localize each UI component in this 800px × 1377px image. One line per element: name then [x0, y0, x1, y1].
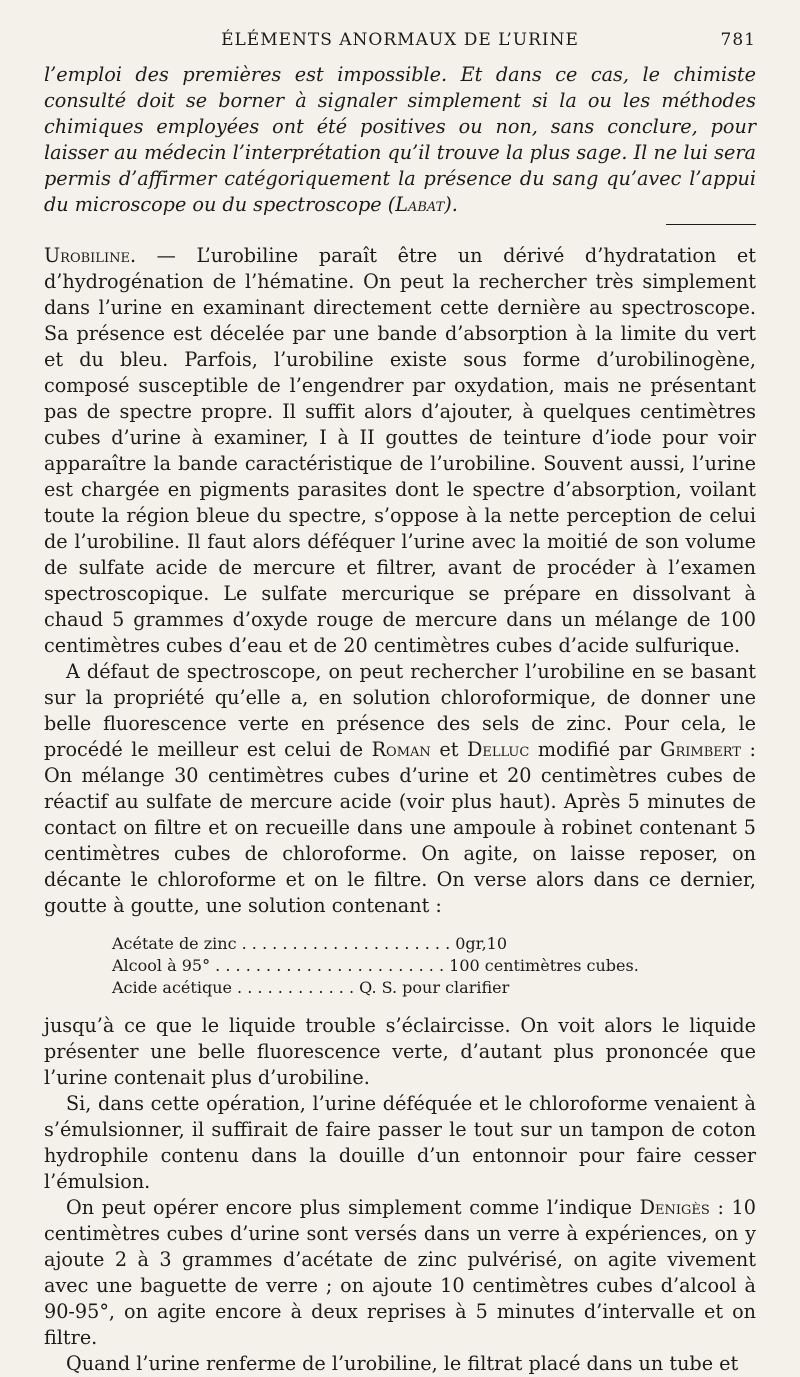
intro-author: Labat [395, 193, 445, 216]
recipe-quantity: Q. S. pour clarifier [359, 978, 510, 997]
recipe-row [112, 977, 756, 999]
deniges-text-b: : 10 centimètres cubes d’urine sont versés dans un verre à expériences, on y ajoute 2 à 3 grammes d’acétate de zinc pulvérisé, on agite vivement avec une baguette de verre ; on ajoute 10 centimètres cubes d’alcool à 90-95°, on agite encore à deux reprises à 5 minutes d’intervalle et on filtre. [44, 1196, 756, 1349]
author-delluc: Delluc [466, 738, 530, 761]
section-gap [44, 225, 756, 243]
author-grimbert: Grimbert [660, 738, 741, 761]
header-title: ÉLÉMENTS ANORMAUX DE L’URINE [221, 30, 579, 50]
intro-close: ). [444, 193, 458, 216]
urobiline-paragraph [44, 243, 756, 659]
recipe-table [112, 933, 756, 999]
running-header [44, 30, 756, 54]
zinc-text-a: A défaut de spectroscope, on peut rechercher l’urobiline en se basant sur la propriété qu’elle a, en solution chloroformique, de donner une belle fluorescence verte en présence des sels de zinc. Pour cela, le procédé le meilleur est celui de [44, 660, 756, 761]
recipe-leader: . . . . . . . . . . . . . . . . . . . . . [236, 934, 456, 953]
recipe-leader: . . . . . . . . . . . . [231, 978, 360, 997]
recipe-leader: . . . . . . . . . . . . . . . . . . . . . . . [210, 956, 450, 975]
zinc-text-d: : On mélange 30 centimètres cubes d’urine et 20 centimètres cubes de réactif au sulfate de mercure acide (voir plus haut). Après 5 minutes de contact on filtre et on recueille dans une ampoule à robinet contenant 5 centimètres cubes de chloroforme. On agite, on laisse reposer, on décante le chloroforme et on le filtre. On verse alors dans ce dernier, goutte à goutte, une solution contenant : [44, 738, 756, 917]
recipe-item: Acétate de zinc [112, 934, 237, 953]
recipe-item: Acide acétique [112, 978, 232, 997]
recipe-row [112, 955, 756, 977]
page-number: 781 [720, 30, 756, 50]
zinc-method-paragraph [44, 659, 756, 919]
intro-text: l’emploi des premières est impossible. Et dans ce cas, le chimiste consulté doit se borner à signaler simplement si la ou les méthodes chimiques employées ont été positives ou non, sans conclure, pour laisser au médecin l’interprétation qu’il trouve la plus sage. Il ne lui sera permis d’affirmer catégoriquement la présence du sang qu’avec l’appui du microscope ou du spectroscope ( [44, 63, 756, 216]
recipe-row [112, 933, 756, 955]
deniges-paragraph [44, 1195, 756, 1351]
recipe-quantity: 100 centimètres cubes. [449, 956, 639, 975]
emulsion-paragraph: Si, dans cette opération, l’urine déféquée et le chloroforme venaient à s’émulsionner, il suffirait de faire passer le tout sur un tampon de coton hydrophile contenu dans la douille d’un entonnoir pour faire cesser l’émulsion. [44, 1092, 756, 1193]
author-deniges: Denigès [639, 1196, 710, 1219]
deniges-text-a: On peut opérer encore plus simplement comme l’indique [66, 1196, 640, 1219]
zinc-text-b: et [430, 738, 467, 761]
recipe-quantity: 0gr,10 [455, 934, 508, 953]
fluorescence-paragraph: jusqu’à ce que le liquide trouble s’éclaircisse. On voit alors le liquide présenter une belle fluorescence verte, d’autant plus prononcée que l’urine contenait plus d’urobiline. [44, 1014, 756, 1089]
urobiline-text: — L’urobiline paraît être un dérivé d’hydratation et d’hydrogénation de l’hématine. On peut la rechercher très simplement dans l’urine en examinant directement cette dernière au spectroscope. Sa présence est décelée par une bande d’absorption à la limite du vert et du bleu. Parfois, l’urobiline existe sous forme d’urobilinogène, composé susceptible de l’engendrer par oxydation, mais ne présentant pas de spectre propre. Il suffit alors d’ajouter, à quelques centimètres cubes d’urine à examiner, I à II gouttes de teinture d’iode pour voir apparaître la bande caractéristique de l’urobiline. Souvent aussi, l’urine est chargée en pigments parasites dont le spectre d’absorption, voilant toute la région bleue du spectre, s’oppose à la nette perception de celui de l’urobiline. Il faut alors déféquer l’urine avec la moitié de son volume de sulfate acide de mercure et filtrer, avant de procéder à l’examen spectroscopique. Le sulfate mercurique se prépare en dissolvant à chaud 5 grammes d’oxyde rouge de mercure dans un mélange de 100 centimètres cubes d’eau et de 20 centimètres cubes d’acide sulfurique. [44, 244, 756, 657]
recipe-item: Alcool à 95° [112, 956, 211, 975]
filtrate-paragraph: Quand l’urine renferme de l’urobiline, le filtrat placé dans un tube et [66, 1352, 739, 1375]
urobiline-term: Urobiline. [44, 244, 137, 267]
author-roman: Roman [371, 738, 431, 761]
intro-paragraph [44, 62, 756, 218]
page-body [44, 62, 756, 1377]
zinc-text-c: modifié par [529, 738, 661, 761]
